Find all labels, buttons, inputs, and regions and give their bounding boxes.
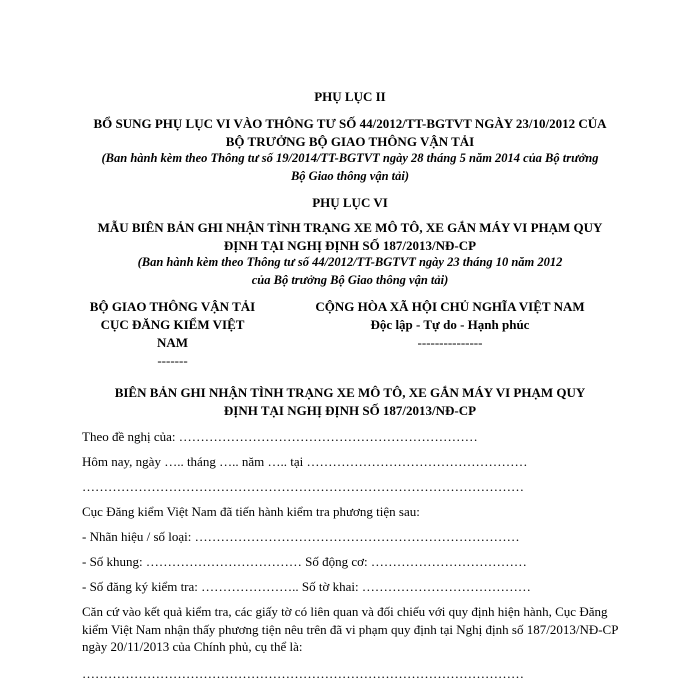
inspection-intro: Cục Đăng kiểm Việt Nam đã tiến hành kiểm tra phương tiện sau: (82, 504, 420, 519)
appendix-2-title: PHỤ LỤC II (314, 89, 386, 104)
frame-engine-line: - Số khung: ……………………………… Số động cơ: ……………………………… (82, 554, 527, 569)
national-title: CỘNG HÒA XÃ HỘI CHỦ NGHĨA VIỆT NAM (315, 299, 585, 314)
appendix-2-note-line1: (Ban hành kèm theo Thông tư số 19/2014/TT-BGTVT ngày 28 tháng 5 năm 2014 của Bộ trưởng (101, 151, 599, 165)
appendix-2-subtitle-line2: BỘ TRƯỞNG BỘ GIAO THÔNG VẬN TẢI (225, 134, 475, 149)
ministry-name: BỘ GIAO THÔNG VẬN TẢI (89, 299, 256, 314)
appendix-6-title: PHỤ LỤC VI (312, 195, 388, 210)
agency-rule: ------- (157, 353, 188, 368)
appendix-6-note-line2: của Bộ trưởng Bộ Giao thông vận tải) (251, 273, 449, 287)
national-motto: Độc lập - Tự do - Hạnh phúc (370, 317, 530, 332)
form-title-line2: ĐỊNH TẠI NGHỊ ĐỊNH SỐ 187/2013/NĐ-CP (223, 403, 477, 418)
date-place-line: Hôm nay, ngày ….. tháng ….. năm ….. tại …………………………………………… (82, 454, 528, 469)
appendix-6-note-line1: (Ban hành kèm theo Thông tư số 44/2012/TT-BGTVT ngày 23 tháng 10 năm 2012 (137, 255, 563, 269)
registration-declaration-line: - Số đăng ký kiểm tra: ………………….. Số tờ khai: ………………………………… (82, 579, 531, 594)
appendix-6-subtitle-line1: MẪU BIÊN BẢN GHI NHẬN TÌNH TRẠNG XE MÔ TÔ, XE GẮN MÁY VI PHẠM QUY (97, 220, 603, 235)
form-title-line1: BIÊN BẢN GHI NHẬN TÌNH TRẠNG XE MÔ TÔ, XE GẮN MÁY VI PHẠM QUY (114, 385, 586, 400)
violation-blank-line: ………………………………………………………………………………………… (82, 666, 524, 681)
appendix-2-subtitle-line1: BỔ SUNG PHỤ LỤC VI VÀO THÔNG TƯ SỐ 44/2012/TT-BGTVT NGÀY 23/10/2012 CỦA (93, 116, 607, 131)
appendix-6-subtitle-line2: ĐỊNH TẠI NGHỊ ĐỊNH SỐ 187/2013/NĐ-CP (223, 238, 477, 253)
brand-model-line: - Nhãn hiệu / số loại: ………………………………………………………………… (82, 529, 520, 544)
agency-name-line1: CỤC ĐĂNG KIỂM VIỆT (100, 317, 245, 332)
conclusion-paragraph: Căn cứ vào kết quả kiểm tra, các giấy tờ có liên quan và đối chiếu với quy định hiện hành, Cục Đăng kiểm Việt Nam nhận thấy phương tiện nêu trên đã vi phạm quy định tại Nghị định số 187/2013/NĐ-CP ngày 20/11/2013 của Chính phủ, cụ thể là: (82, 604, 618, 654)
motto-rule: --------------- (417, 335, 483, 350)
blank-line: ………………………………………………………………………………………… (82, 479, 524, 494)
appendix-2-note-line2: Bộ Giao thông vận tải) (290, 169, 410, 183)
request-line: Theo đề nghị của: …………………………………………………………… (82, 429, 478, 444)
agency-name-line2: NAM (156, 335, 189, 350)
